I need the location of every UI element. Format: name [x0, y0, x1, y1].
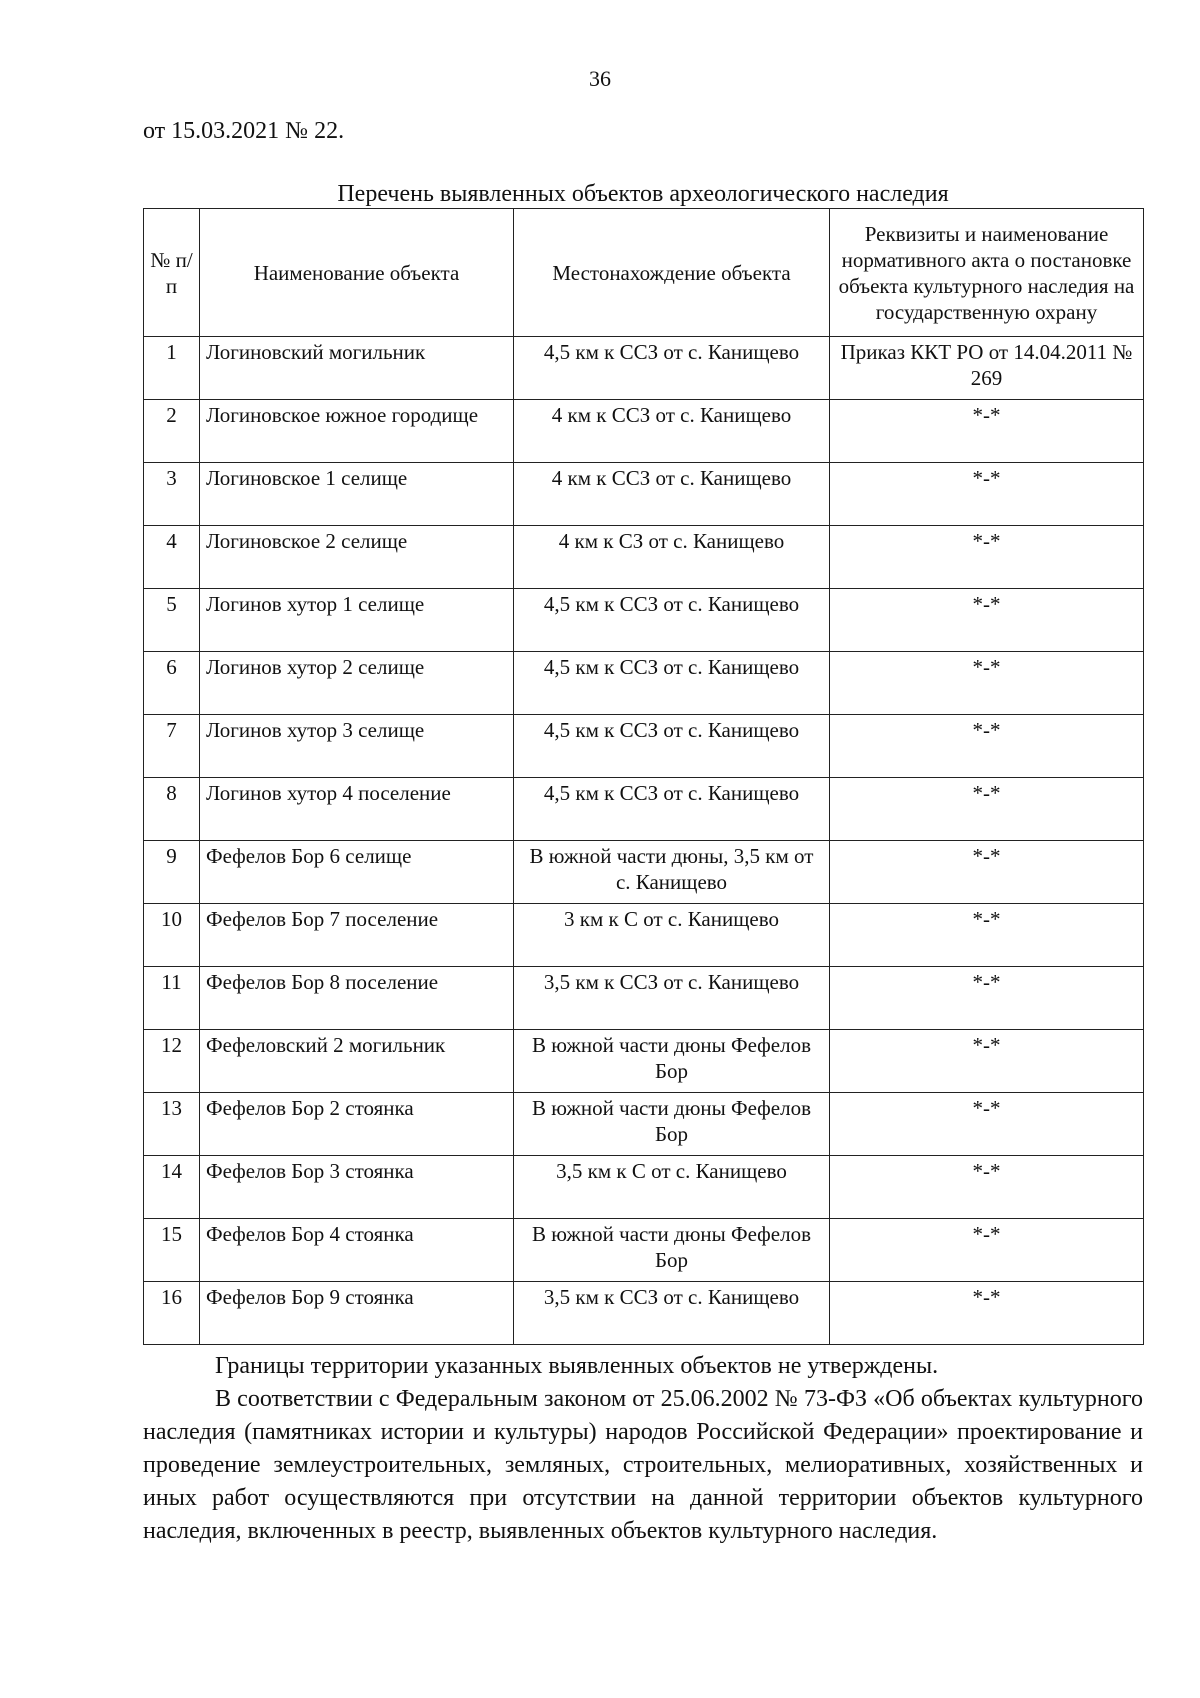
cell-name: Фефелов Бор 6 селище [200, 841, 514, 904]
cell-num: 3 [144, 463, 200, 526]
cell-location: 4 км к СЗ от с. Канищево [514, 526, 830, 589]
cell-name: Фефелов Бор 9 стоянка [200, 1282, 514, 1345]
table-row [144, 463, 1144, 526]
cell-name: Логиновское 1 селище [200, 463, 514, 526]
cell-location: В южной части дюны Фефелов Бор [514, 1030, 830, 1093]
paragraph-law: В соответствии с Федеральным законом от 25.06.2002 № 73-ФЗ «Об объектах культурного наследия (памятниках истории и культуры) народов Российской Федерации» проектирование и проведение землеустроительных, земляных, строительных, мелиоративных, хозяйственных и иных работ осуществляются при отсутствии на данной территории объектов культурного наследия, включенных в реестр, выявленных объектов культурного наследия. [143, 1386, 1143, 1544]
cell-location: 4,5 км к ССЗ от с. Канищево [514, 778, 830, 841]
header-name: Наименование объекта [200, 209, 514, 337]
cell-act: *-* [830, 1282, 1144, 1345]
header-act: Реквизиты и наименование нормативного акта о постановке объекта культурного наследия на государственную охрану [830, 209, 1144, 337]
cell-act: *-* [830, 400, 1144, 463]
cell-num: 14 [144, 1156, 200, 1219]
closing-text [143, 1350, 1143, 1548]
cell-act: *-* [830, 841, 1144, 904]
cell-num: 11 [144, 967, 200, 1030]
cell-name: Логинов хутор 4 поселение [200, 778, 514, 841]
header-location: Местонахождение объекта [514, 209, 830, 337]
cell-name: Фефелов Бор 8 поселение [200, 967, 514, 1030]
table-row [144, 400, 1144, 463]
table-body [144, 337, 1144, 1345]
paragraph-boundaries: Границы территории указанных выявленных объектов не утверждены. [215, 1353, 939, 1379]
cell-num: 1 [144, 337, 200, 400]
cell-act: *-* [830, 967, 1144, 1030]
cell-act: *-* [830, 652, 1144, 715]
cell-location: В южной части дюны Фефелов Бор [514, 1219, 830, 1282]
cell-num: 6 [144, 652, 200, 715]
table-row [144, 778, 1144, 841]
heritage-objects-table [143, 208, 1144, 1345]
cell-act: Приказ ККТ РО от 14.04.2011 № 269 [830, 337, 1144, 400]
table-row [144, 1156, 1144, 1219]
cell-name: Логиновское 2 селище [200, 526, 514, 589]
cell-num: 5 [144, 589, 200, 652]
table-row [144, 526, 1144, 589]
cell-act: *-* [830, 589, 1144, 652]
table-row [144, 337, 1144, 400]
cell-num: 2 [144, 400, 200, 463]
cell-act: *-* [830, 904, 1144, 967]
cell-location: 4,5 км к ССЗ от с. Канищево [514, 589, 830, 652]
cell-name: Фефелов Бор 7 поселение [200, 904, 514, 967]
page-number: 36 [589, 66, 611, 91]
cell-num: 4 [144, 526, 200, 589]
cell-location: 4,5 км к ССЗ от с. Канищево [514, 337, 830, 400]
cell-act: *-* [830, 1156, 1144, 1219]
table-row [144, 652, 1144, 715]
cell-num: 13 [144, 1093, 200, 1156]
cell-act: *-* [830, 715, 1144, 778]
cell-act: *-* [830, 1219, 1144, 1282]
cell-act: *-* [830, 778, 1144, 841]
cell-location: В южной части дюны Фефелов Бор [514, 1093, 830, 1156]
cell-location: 4 км к ССЗ от с. Канищево [514, 463, 830, 526]
cell-num: 12 [144, 1030, 200, 1093]
cell-num: 9 [144, 841, 200, 904]
cell-num: 8 [144, 778, 200, 841]
table-title: Перечень выявленных объектов археологического наследия [337, 181, 949, 207]
cell-num: 15 [144, 1219, 200, 1282]
cell-location: 3,5 км к ССЗ от с. Канищево [514, 967, 830, 1030]
table-row [144, 1030, 1144, 1093]
cell-act: *-* [830, 526, 1144, 589]
header-num: № п/п [144, 209, 200, 337]
table-row [144, 1282, 1144, 1345]
cell-num: 10 [144, 904, 200, 967]
table-row [144, 1219, 1144, 1282]
cell-location: В южной части дюны, 3,5 км от с. Канищево [514, 841, 830, 904]
cell-name: Логинов хутор 3 селище [200, 715, 514, 778]
cell-num: 16 [144, 1282, 200, 1345]
cell-location: 4,5 км к ССЗ от с. Канищево [514, 715, 830, 778]
cell-name: Логиновский могильник [200, 337, 514, 400]
cell-name: Логинов хутор 2 селище [200, 652, 514, 715]
cell-name: Фефеловский 2 могильник [200, 1030, 514, 1093]
cell-name: Логиновское южное городище [200, 400, 514, 463]
cell-name: Фефелов Бор 4 стоянка [200, 1219, 514, 1282]
cell-location: 3,5 км к ССЗ от с. Канищево [514, 1282, 830, 1345]
cell-name: Фефелов Бор 2 стоянка [200, 1093, 514, 1156]
reference-line: от 15.03.2021 № 22. [143, 118, 345, 144]
cell-location: 4 км к ССЗ от с. Канищево [514, 400, 830, 463]
cell-act: *-* [830, 1093, 1144, 1156]
table-row [144, 967, 1144, 1030]
table-row [144, 715, 1144, 778]
cell-location: 3 км к С от с. Канищево [514, 904, 830, 967]
table-row [144, 1093, 1144, 1156]
table-header-row [144, 209, 1144, 337]
cell-name: Логинов хутор 1 селище [200, 589, 514, 652]
cell-location: 3,5 км к С от с. Канищево [514, 1156, 830, 1219]
cell-location: 4,5 км к ССЗ от с. Канищево [514, 652, 830, 715]
cell-act: *-* [830, 463, 1144, 526]
table-row [144, 841, 1144, 904]
table-row [144, 589, 1144, 652]
cell-num: 7 [144, 715, 200, 778]
table-row [144, 904, 1144, 967]
cell-name: Фефелов Бор 3 стоянка [200, 1156, 514, 1219]
cell-act: *-* [830, 1030, 1144, 1093]
